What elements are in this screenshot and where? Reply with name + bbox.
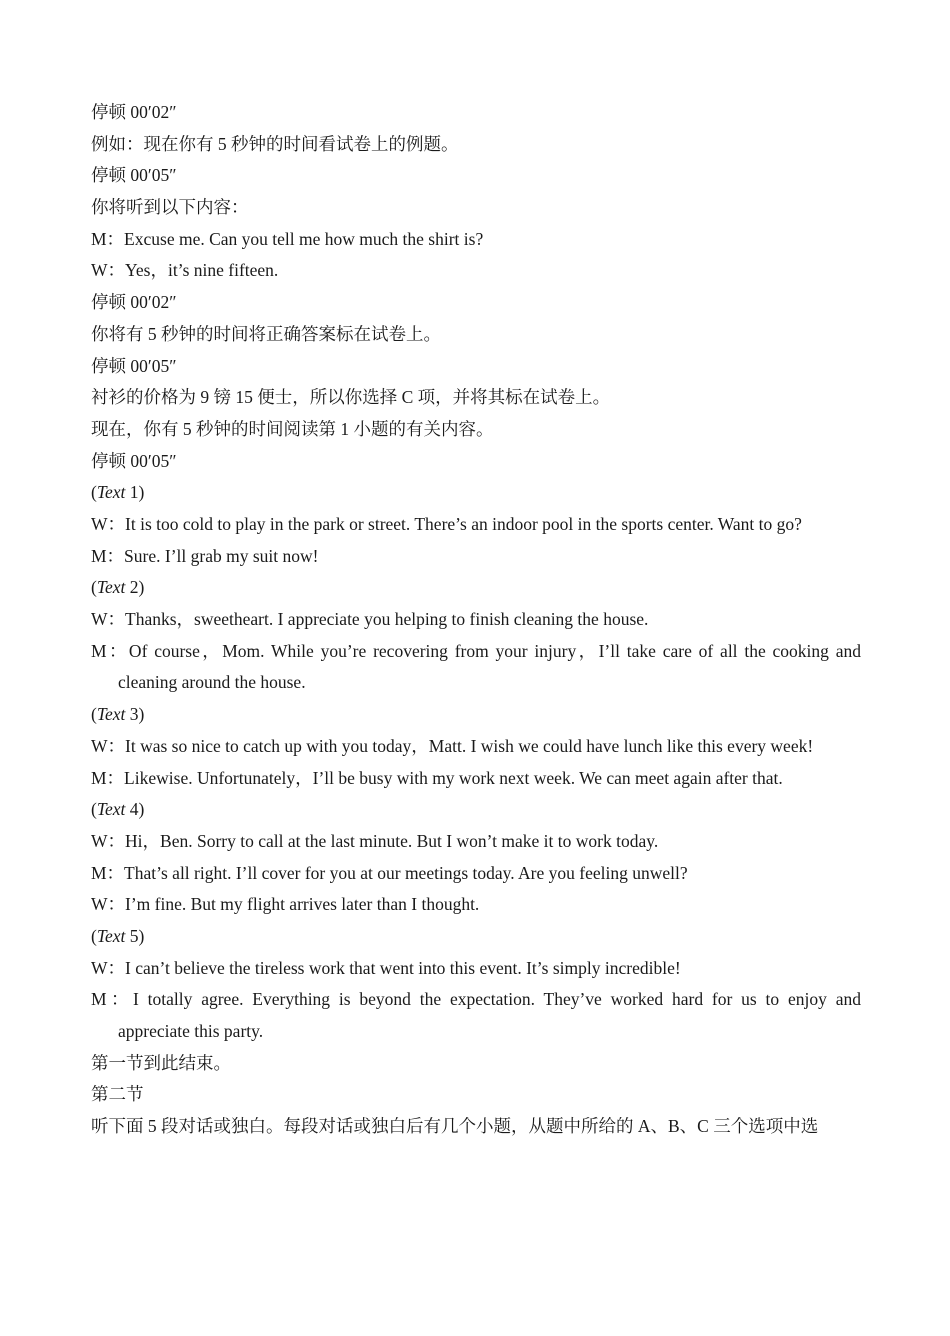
transcript-line: W：Yes，it’s nine fifteen. [91,260,279,281]
transcript-line: 现在，你有 5 秒钟的时间阅读第 1 小题的有关内容。 [91,418,494,439]
transcript-line: W：Hi，Ben. Sorry to call at the last minute. But I won’t make it to work today. [91,830,659,851]
transcript-line: 第二节 [91,1084,144,1105]
section-label: (Text 3) [91,704,145,725]
dialogue-line: M：Of course，Mom. While you’re recovering from your injury，I’ll take care of all the cooking and cleaning around the house. [91,640,861,693]
transcript-line: 停顿 00′05″ [91,450,177,471]
transcript-line: W：I can’t believe the tireless work that went into this event. It’s simply incredible! [91,957,681,978]
transcript-line: M：That’s all right. I’ll cover for you at our meetings today. Are you feeling unwell? [91,862,688,883]
transcript-line: 第一节到此结束。 [91,1052,231,1073]
transcript-line: 停顿 00′05″ [91,165,177,186]
dialogue-line: M：Likewise. Unfortunately，I’ll be busy with my work next week. We can meet again after that. [91,767,783,788]
transcript-line: W：I’m fine. But my flight arrives later than I thought. [91,894,480,915]
section-label-word: Text [96,577,126,598]
transcript-page [91,97,861,1143]
section-label-number: 1 [125,482,139,503]
transcript-line: 衬衫的价格为 9 镑 15 便士，所以你选择 C 项，并将其标在试卷上。 [91,387,611,408]
dialogue-line: W：It was so nice to catch up with you today，Matt. I wish we could have lunch like this every week! [91,735,814,756]
section-label-word: Text [96,925,126,946]
section-label-number: 4 [125,799,139,820]
section-label: (Text 2) [91,577,145,598]
section-label-number: 3 [125,704,139,725]
section-label-word: Text [96,482,126,503]
transcript-line: 例如：现在你有 5 秒钟的时间看试卷上的例题。 [91,133,459,154]
transcript-line: 你将听到以下内容： [91,197,249,218]
section-label: (Text 1) [91,482,145,503]
transcript-line: 听下面 5 段对话或独白。每段对话或独白后有几个小题，从题中所给的 A、B、C 三个选项中选 [91,1116,819,1137]
transcript-line: 你将有 5 秒钟的时间将正确答案标在试卷上。 [91,323,441,344]
transcript-line: 停顿 00′02″ [91,102,177,122]
transcript-line: 停顿 00′02″ [91,292,177,313]
section-label-word: Text [96,704,126,725]
transcript-line: 停顿 00′05″ [91,355,177,376]
section-label-number: 2 [125,577,139,598]
section-label: (Text 5) [91,925,145,946]
transcript-line: W：Thanks，sweetheart. I appreciate you helping to finish cleaning the house. [91,609,649,630]
transcript-line: M：Excuse me. Can you tell me how much the shirt is? [91,228,484,249]
section-label: (Text 4) [91,799,145,820]
section-label-number: 5 [125,925,139,946]
dialogue-line: M：I totally agree. Everything is beyond the expectation. They’ve worked hard for us to enjoy and appreciate this party. [91,989,861,1042]
transcript-line: M：Sure. I’ll grab my suit now! [91,545,319,566]
section-label-word: Text [96,799,126,820]
dialogue-line: W：It is too cold to play in the park or street. There’s an indoor pool in the sports center. Want to go? [91,513,802,534]
